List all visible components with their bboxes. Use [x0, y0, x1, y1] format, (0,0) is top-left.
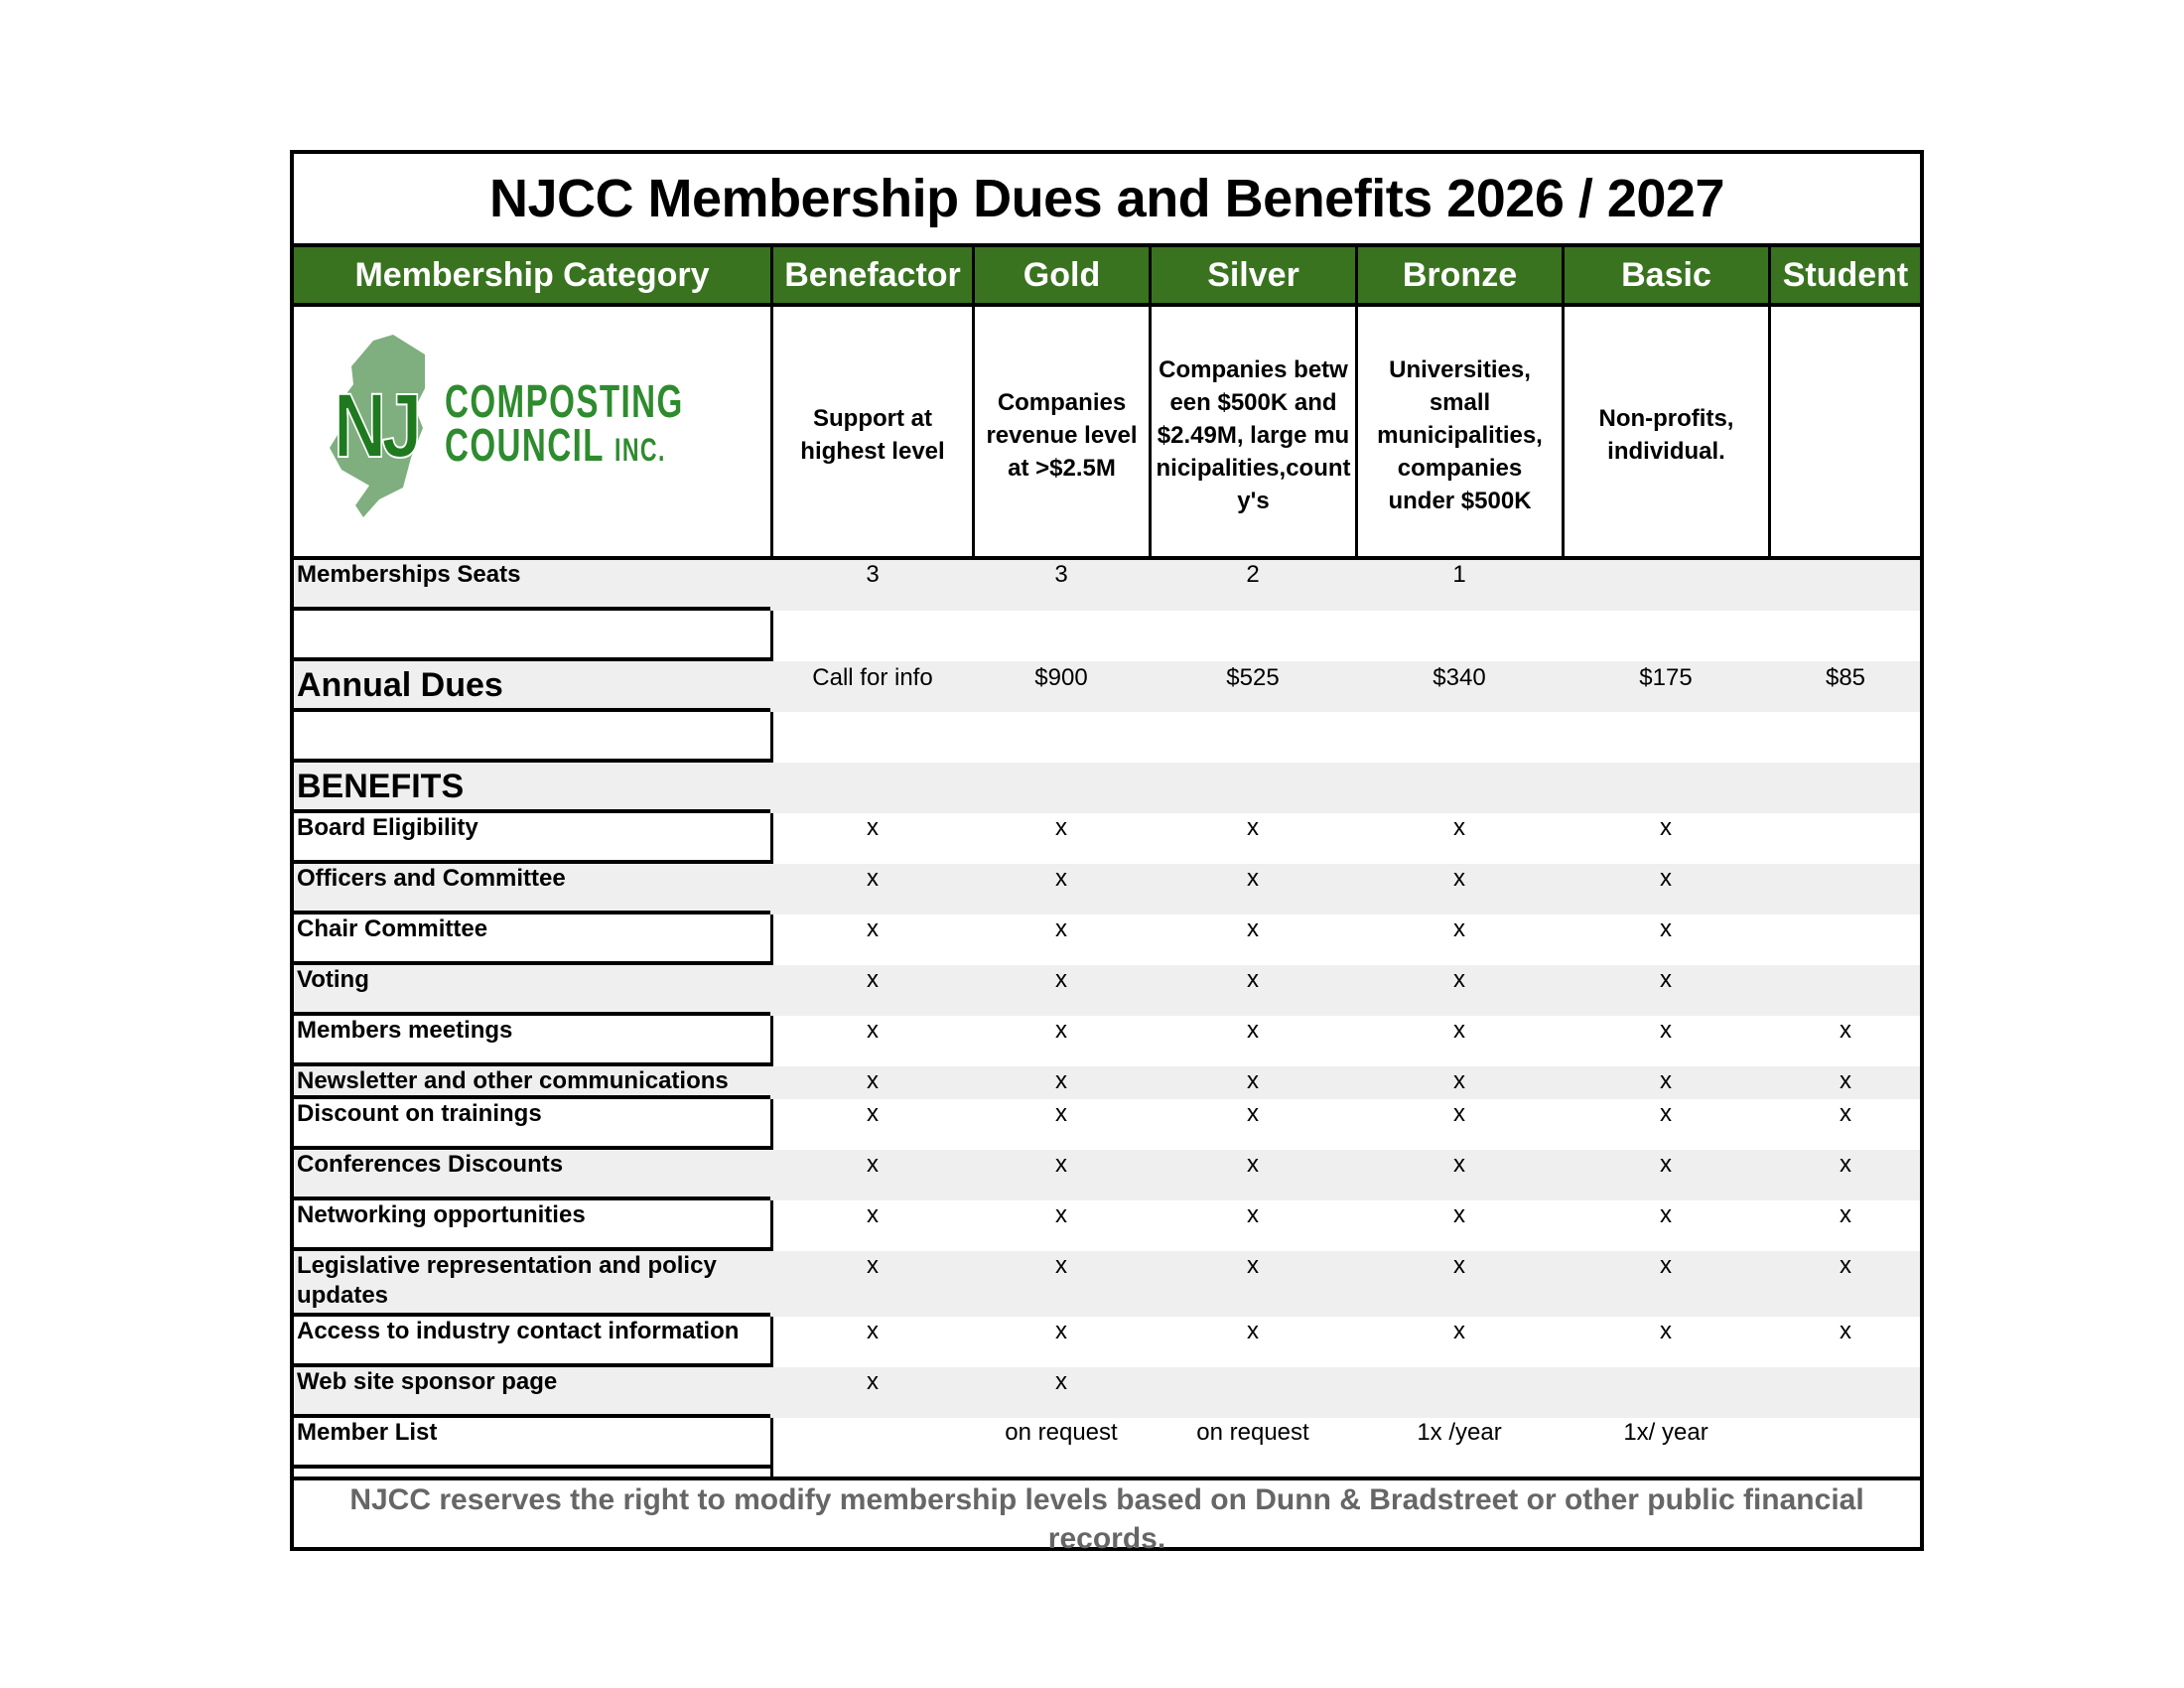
row-label-conferences-discounts: Conferences Discounts [294, 1150, 770, 1200]
page-title: NJCC Membership Dues and Benefits 2026 / 2027 [294, 154, 1920, 247]
cell-bronze: x [1453, 1067, 1465, 1094]
cell-student: x [1840, 1151, 1851, 1178]
cell-student: $85 [1825, 664, 1866, 691]
cell-student: x [1840, 1100, 1851, 1127]
cell-benefactor: x [867, 1017, 879, 1044]
row-label-discount-on-trainings: Discount on trainings [294, 1099, 770, 1150]
table-row [294, 560, 1920, 611]
column-divider [1355, 247, 1358, 559]
header-tier-benefactor: Benefactor [773, 247, 972, 307]
table-row [294, 1367, 1920, 1418]
table-row [294, 1418, 1920, 1469]
cell-silver: x [1247, 1201, 1259, 1228]
cell-basic: x [1660, 1201, 1672, 1228]
table-row [294, 611, 1920, 661]
row-label-chair-committee: Chair Committee [294, 914, 770, 965]
cell-benefactor: 3 [866, 561, 880, 588]
cell-basic: x [1660, 1252, 1672, 1279]
njcc-logo [294, 311, 770, 559]
cell-basic: x [1660, 814, 1672, 841]
logo-line2: COUNCIL [445, 419, 605, 471]
cell-benefactor: x [867, 814, 879, 841]
cell-gold: on request [1005, 1419, 1118, 1446]
row-label-blank [294, 712, 770, 763]
cell-benefactor: x [867, 1067, 879, 1094]
row-label-annual-dues: Annual Dues [294, 661, 770, 712]
table-row [294, 1150, 1920, 1200]
table-row [294, 661, 1920, 712]
cell-gold: x [1055, 865, 1067, 892]
cell-silver: $525 [1226, 664, 1280, 691]
cell-gold: x [1055, 814, 1067, 841]
row-label-members-meetings: Members meetings [294, 1016, 770, 1066]
row-label-benefits: BENEFITS [294, 763, 770, 813]
cell-student: x [1840, 1201, 1851, 1228]
table-row [294, 712, 1920, 763]
cell-benefactor: x [867, 1252, 879, 1279]
cell-silver: x [1247, 966, 1259, 993]
table-row [294, 1200, 1920, 1251]
cell-silver: x [1247, 1017, 1259, 1044]
cell-silver: x [1247, 865, 1259, 892]
cell-silver: x [1247, 915, 1259, 942]
cell-benefactor: x [867, 1201, 879, 1228]
row-label-board-eligibility: Board Eligibility [294, 813, 770, 864]
row-label-web-site-sponsor-page: Web site sponsor page [294, 1367, 770, 1418]
row-label-networking-opportunities: Networking opportunities [294, 1200, 770, 1251]
cell-bronze: x [1453, 865, 1465, 892]
cell-gold: x [1055, 1100, 1067, 1127]
cell-gold: $900 [1034, 664, 1088, 691]
cell-bronze: x [1453, 966, 1465, 993]
cell-gold: x [1055, 1151, 1067, 1178]
cell-benefactor: x [867, 1100, 879, 1127]
header-tier-silver: Silver [1152, 247, 1355, 307]
cell-basic: x [1660, 1100, 1672, 1127]
table-row [294, 1066, 1920, 1099]
cell-benefactor: x [867, 966, 879, 993]
row-label-blank [294, 611, 770, 661]
cell-student: x [1840, 1318, 1851, 1344]
desc-basic: Non-profits, individual. [1598, 405, 1734, 465]
cell-bronze: x [1453, 1100, 1465, 1127]
cell-basic: 1x/ year [1623, 1419, 1708, 1446]
cell-silver: on request [1196, 1419, 1309, 1446]
column-divider [1149, 247, 1152, 559]
cell-silver: x [1247, 1151, 1259, 1178]
desc-bronze: Universities, small municipalities, companies under $500K [1377, 355, 1543, 514]
header-tier-student: Student [1771, 247, 1920, 307]
row-label-access-to-industry-contact-information: Access to industry contact information [294, 1317, 770, 1367]
desc-gold: Companies revenue level at >$2.5M [986, 388, 1138, 482]
column-divider [1562, 247, 1565, 559]
row-label-voting: Voting [294, 965, 770, 1016]
cell-silver: x [1247, 814, 1259, 841]
cell-gold: x [1055, 1368, 1067, 1395]
cell-basic: x [1660, 1318, 1672, 1344]
cell-student: x [1840, 1017, 1851, 1044]
header-tier-basic: Basic [1565, 247, 1768, 307]
cell-benefactor: x [867, 865, 879, 892]
cell-bronze: $340 [1433, 664, 1486, 691]
cell-student: x [1840, 1252, 1851, 1279]
table-row [294, 1099, 1920, 1150]
table-row [294, 864, 1920, 914]
cell-benefactor: x [867, 1318, 879, 1344]
membership-sheet [290, 150, 1924, 1555]
cell-benefactor: x [867, 915, 879, 942]
table-row [294, 813, 1920, 864]
cell-bronze: x [1453, 1318, 1465, 1344]
table-row [294, 965, 1920, 1016]
cell-basic: $175 [1639, 664, 1693, 691]
cell-benefactor: x [867, 1151, 879, 1178]
desc-benefactor: Support at highest level [800, 405, 945, 465]
logo-initials: NJ [334, 375, 418, 477]
cell-bronze: x [1453, 814, 1465, 841]
cell-basic: x [1660, 1017, 1672, 1044]
table-row [294, 763, 1920, 813]
table-row [294, 1251, 1920, 1317]
cell-basic: x [1660, 1151, 1672, 1178]
column-divider [972, 247, 975, 559]
cell-gold: x [1055, 1201, 1067, 1228]
cell-benefactor: Call for info [812, 664, 933, 691]
cell-student: x [1840, 1067, 1851, 1094]
cell-silver: x [1247, 1100, 1259, 1127]
row-label-memberships-seats: Memberships Seats [294, 560, 770, 611]
column-divider [1768, 247, 1771, 559]
row-label-legislative-representation-and-policy-updates: Legislative representation and policy updates [294, 1251, 770, 1317]
cell-basic: x [1660, 1067, 1672, 1094]
cell-gold: x [1055, 1252, 1067, 1279]
table-row [294, 1016, 1920, 1066]
logo-line1: COMPOSTING [445, 375, 684, 427]
cell-bronze: x [1453, 1201, 1465, 1228]
cell-gold: x [1055, 1067, 1067, 1094]
cell-silver: 2 [1246, 561, 1260, 588]
cell-silver: x [1247, 1252, 1259, 1279]
cell-bronze: x [1453, 1151, 1465, 1178]
logo-suffix: INC. [614, 432, 666, 468]
cell-bronze: x [1453, 915, 1465, 942]
desc-silver: Companies between $500K and $2.49M, large municipalities,county's [1156, 355, 1351, 514]
cell-bronze: 1x /year [1417, 1419, 1502, 1446]
cell-bronze: x [1453, 1252, 1465, 1279]
header-membership-category: Membership Category [294, 247, 770, 307]
cell-gold: 3 [1054, 561, 1068, 588]
row-label-member-list: Member List [294, 1418, 770, 1469]
cell-gold: x [1055, 1318, 1067, 1344]
cell-benefactor: x [867, 1368, 879, 1395]
row-label-officers-and-committee: Officers and Committee [294, 864, 770, 914]
desc-student [1771, 311, 1920, 559]
footer-note: NJCC reserves the right to modify membership levels based on Dunn & Bradstreet or other public financial records. [294, 1477, 1920, 1551]
cell-silver: x [1247, 1067, 1259, 1094]
cell-bronze: x [1453, 1017, 1465, 1044]
cell-basic: x [1660, 915, 1672, 942]
header-tier-gold: Gold [975, 247, 1149, 307]
cell-gold: x [1055, 1017, 1067, 1044]
cell-basic: x [1660, 966, 1672, 993]
cell-gold: x [1055, 966, 1067, 993]
cell-gold: x [1055, 915, 1067, 942]
table-row [294, 1317, 1920, 1367]
cell-basic: x [1660, 865, 1672, 892]
cell-silver: x [1247, 1318, 1259, 1344]
row-label-newsletter-and-other-communications: Newsletter and other communications [294, 1066, 770, 1099]
header-tier-bronze: Bronze [1358, 247, 1562, 307]
cell-bronze: 1 [1452, 561, 1466, 588]
table-row [294, 914, 1920, 965]
